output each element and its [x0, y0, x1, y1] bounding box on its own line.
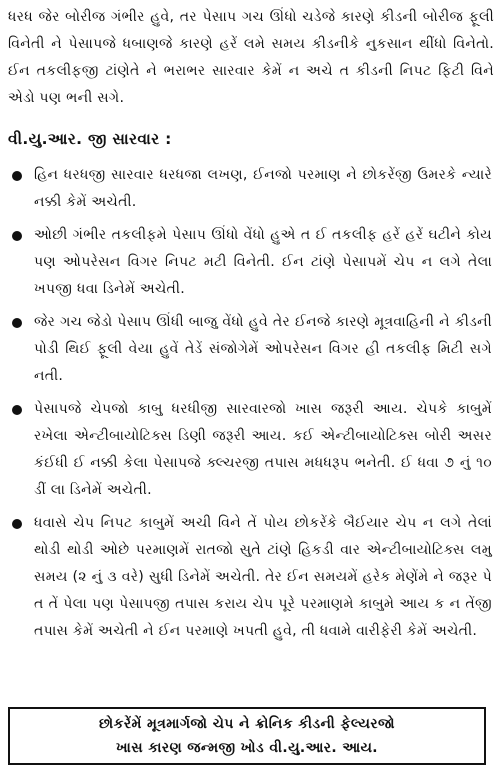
bullet-dot-icon — [12, 405, 22, 415]
list-item-text: ઓછી ગંભીર તકલીફમે પેસાપ ઊંધો વેંધો હુએ ત ઈ તકલીફ હરેં હરેં ઘટીને કોય પણ ઓપરેસન વિગર નિપટ મટી વિનેતી. ઈન ટાંણે પેસાપમેં ચેપ ન લગે તેલા ખપજી ધવા ડિનેમેં અચેતી. — [34, 227, 492, 297]
intro-paragraph: ધરધ જેર બોરીજ ગંભીર હુવે, તર પેસાપ ગચ ઊંધો ચડેજે કારણે કીડની બોરીજ ફૂલી વિનેતી ને પેસાપજે ધબાણજે કારણે હરેં લમે સમય કીડનીકે નુકસાન થીંધો વિનેતો. ઈન તકલીફજી ટાંણેતે ને ભરાભર સારવાર કેમેં ન અચે ત કીડની નિપટ ફિટી વિને એડો પણ ભની સગે. — [8, 9, 494, 106]
list-item — [0, 162, 500, 216]
list-item-text: જેર ગચ જેડો પેસાપ ઊંધી બાજુ વેંધો હુવે તેર ઈનજે કારણે મૂત્રવાહિની ને કીડની પોડી થિઈ ફૂલી વેયા હુવેં તેડેં સંજોગેમેં ઓપરેસન વિગર હી તકલીફ મિટી સગે નતી. — [34, 314, 492, 384]
bullet-dot-icon — [12, 318, 22, 328]
bullet-dot-icon — [12, 519, 22, 529]
highlight-line-2: ખાસ કારણ જન્મજી ખોડ વી.યુ.આર. આય. — [116, 740, 378, 756]
highlight-box — [8, 707, 486, 765]
list-item — [0, 396, 500, 504]
list-item-text: હિન ધરધજી સારવાર ધરધજા લખણ, ઈનજો પરમાણ ને છોકરેંજી ઉમરકે ન્યારે નક્કી કેમેં અચેતી. — [34, 167, 492, 210]
list-item-text: પેસાપજે ચેપજો કાબુ ધરધીજી સારવારજો ખાસ જરૂરી આય. ચેપકે કાબુમેં રખેલા એન્ટીબાયોટિક્સ ડિણી જરૂરી આય. કઈ એન્ટીબાયોટિક્સ બોરી અસર કંઈધી ઈ નક્કી કેલા પેસાપજે ક્લ્ચરજી તપાસ મધધરૂપ ભનેતી. ઈ ધવા ૭ નું ૧૦ ડીં લા ડિનેમેં અચેતી. — [34, 401, 492, 498]
bullet-dot-icon — [12, 231, 22, 241]
section-heading: વી.યુ.આર. જી સારવાર : — [8, 130, 172, 148]
list-item — [0, 222, 500, 303]
list-item — [0, 309, 500, 390]
list-item — [0, 510, 500, 645]
bullet-dot-icon — [12, 171, 22, 181]
treatment-list — [0, 162, 500, 645]
highlight-line-1: છોકરેંમેં મૂત્રમાર્ગજો ચેપ ને ક્રોનિક કીડની ફેલ્યરજો — [98, 716, 395, 732]
list-item-text: ધવાસે ચેપ નિપટ કાબુમેં અચી વિને તેં પોય છોકરેંકે બૈઈયાર ચેપ ન લગે તેલાં થોડી થોડી ઓછે પરમાણમેં રાતજો સુતે ટાંણે હિકડી વાર એન્ટીબાયોટિક્સ લમુ સમય (૨ નું ૩ વરે) સુધી ડિનેમેં અચેતી. તેર ઈન સમયમેં હરેક મેણેંમે ને જરૂર પે ત તેં પેલા પણ પેસાપજી તપાસ કરાય ચેપ પૂરે પરમાણમે કાબુમે આય ક ન તેંજી તપાસ કેમેં અચેતી ને ઈન પરમાણે ખપતી હુવે, તી ધવામે વારીફેરી કેમેં અચેતી. — [34, 515, 492, 639]
